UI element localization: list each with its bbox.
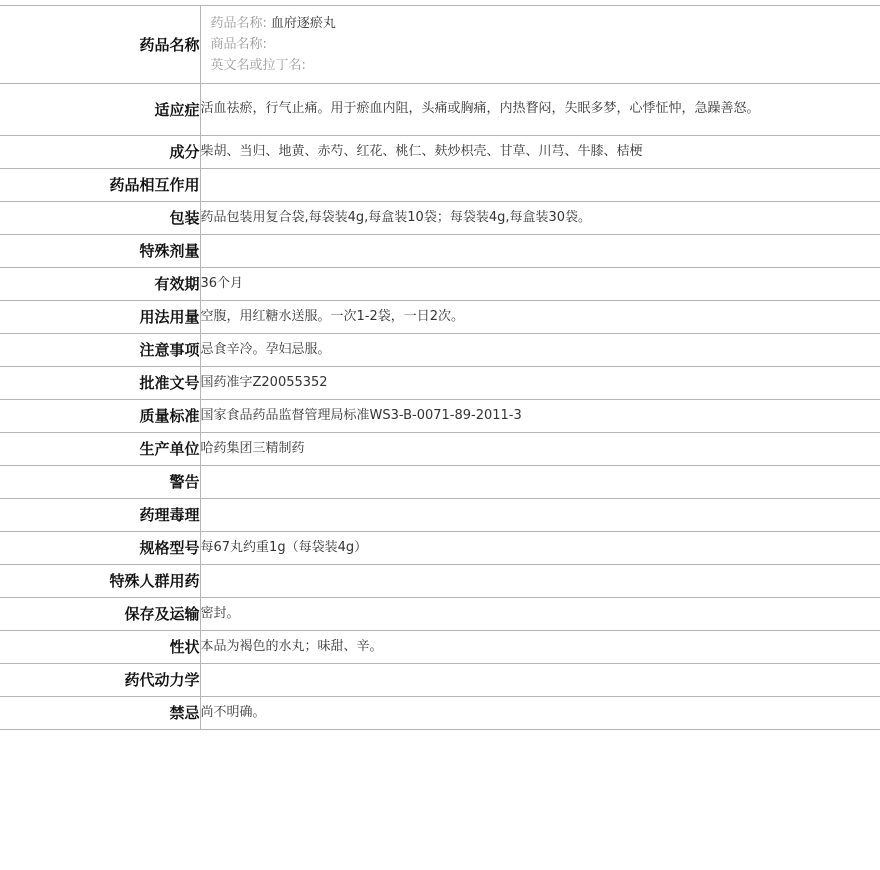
english-name-line <box>211 55 880 76</box>
row-label: 成分 <box>0 135 200 168</box>
row-ingredients <box>0 135 880 168</box>
row-label: 批准文号 <box>0 366 200 399</box>
row-warning <box>0 465 880 498</box>
drug-name-line <box>211 13 880 34</box>
row-value: 忌食辛冷。孕妇忌服。 <box>200 333 880 366</box>
trade-name-label: 商品名称: <box>210 36 267 52</box>
row-packaging <box>0 201 880 234</box>
row-name <box>0 6 880 83</box>
name-block <box>200 6 880 83</box>
row-value: 活血祛瘀，行气止痛。用于瘀血内阻，头痛或胸痛，内热瞀闷，失眠多梦，心悸怔忡，急躁善怒。 <box>200 83 880 135</box>
row-value <box>200 498 880 531</box>
drug-name-label: 药品名称: <box>210 15 267 31</box>
row-special-population <box>0 564 880 597</box>
row-value: 国家食品药品监督管理局标准WS3-B-0071-89-2011-3 <box>200 399 880 432</box>
row-value: 尚不明确。 <box>200 696 880 729</box>
row-value <box>200 465 880 498</box>
row-toxicology <box>0 498 880 531</box>
drug-name-value: 血府逐瘀丸 <box>270 15 336 31</box>
row-label: 有效期 <box>0 267 200 300</box>
row-interactions <box>0 168 880 201</box>
row-indications <box>0 83 880 135</box>
row-value <box>200 168 880 201</box>
drug-spec-table <box>0 6 880 730</box>
row-storage <box>0 597 880 630</box>
row-label: 质量标准 <box>0 399 200 432</box>
trade-name-line <box>211 34 880 55</box>
row-pharmacokinetics <box>0 663 880 696</box>
row-label: 药代动力学 <box>0 663 200 696</box>
row-label: 规格型号 <box>0 531 200 564</box>
row-label: 注意事项 <box>0 333 200 366</box>
row-spec <box>0 531 880 564</box>
row-label: 生产单位 <box>0 432 200 465</box>
row-value <box>200 663 880 696</box>
row-value: 密封。 <box>200 597 880 630</box>
row-value: 36个月 <box>200 267 880 300</box>
row-contraindications <box>0 696 880 729</box>
row-label: 药品相互作用 <box>0 168 200 201</box>
row-usage <box>0 300 880 333</box>
row-value: 国药准字Z20055352 <box>200 366 880 399</box>
row-label: 用法用量 <box>0 300 200 333</box>
row-standard <box>0 399 880 432</box>
row-appearance <box>0 630 880 663</box>
row-precautions <box>0 333 880 366</box>
row-label: 警告 <box>0 465 200 498</box>
row-value <box>200 564 880 597</box>
row-value: 柴胡、当归、地黄、赤芍、红花、桃仁、麸炒枳壳、甘草、川芎、牛膝、桔梗 <box>200 135 880 168</box>
row-label: 特殊剂量 <box>0 234 200 267</box>
row-label: 特殊人群用药 <box>0 564 200 597</box>
row-value: 本品为褐色的水丸；味甜、辛。 <box>200 630 880 663</box>
row-value: 每67丸约重1g（每袋装4g） <box>200 531 880 564</box>
row-value: 哈药集团三精制药 <box>200 432 880 465</box>
row-label: 适应症 <box>0 83 200 135</box>
row-value: 空腹，用红糖水送服。一次1-2袋，一日2次。 <box>200 300 880 333</box>
row-value <box>200 234 880 267</box>
row-label: 药品名称 <box>0 6 200 83</box>
english-name-label: 英文名或拉丁名: <box>210 57 306 73</box>
row-label: 性状 <box>0 630 200 663</box>
row-manufacturer <box>0 432 880 465</box>
row-label: 保存及运输 <box>0 597 200 630</box>
row-validity <box>0 267 880 300</box>
row-value: 药品包装用复合袋,每袋装4g,每盒装10袋；每袋装4g,每盒装30袋。 <box>200 201 880 234</box>
row-label: 包装 <box>0 201 200 234</box>
row-approval <box>0 366 880 399</box>
row-special-dose <box>0 234 880 267</box>
row-label: 禁忌 <box>0 696 200 729</box>
row-label: 药理毒理 <box>0 498 200 531</box>
